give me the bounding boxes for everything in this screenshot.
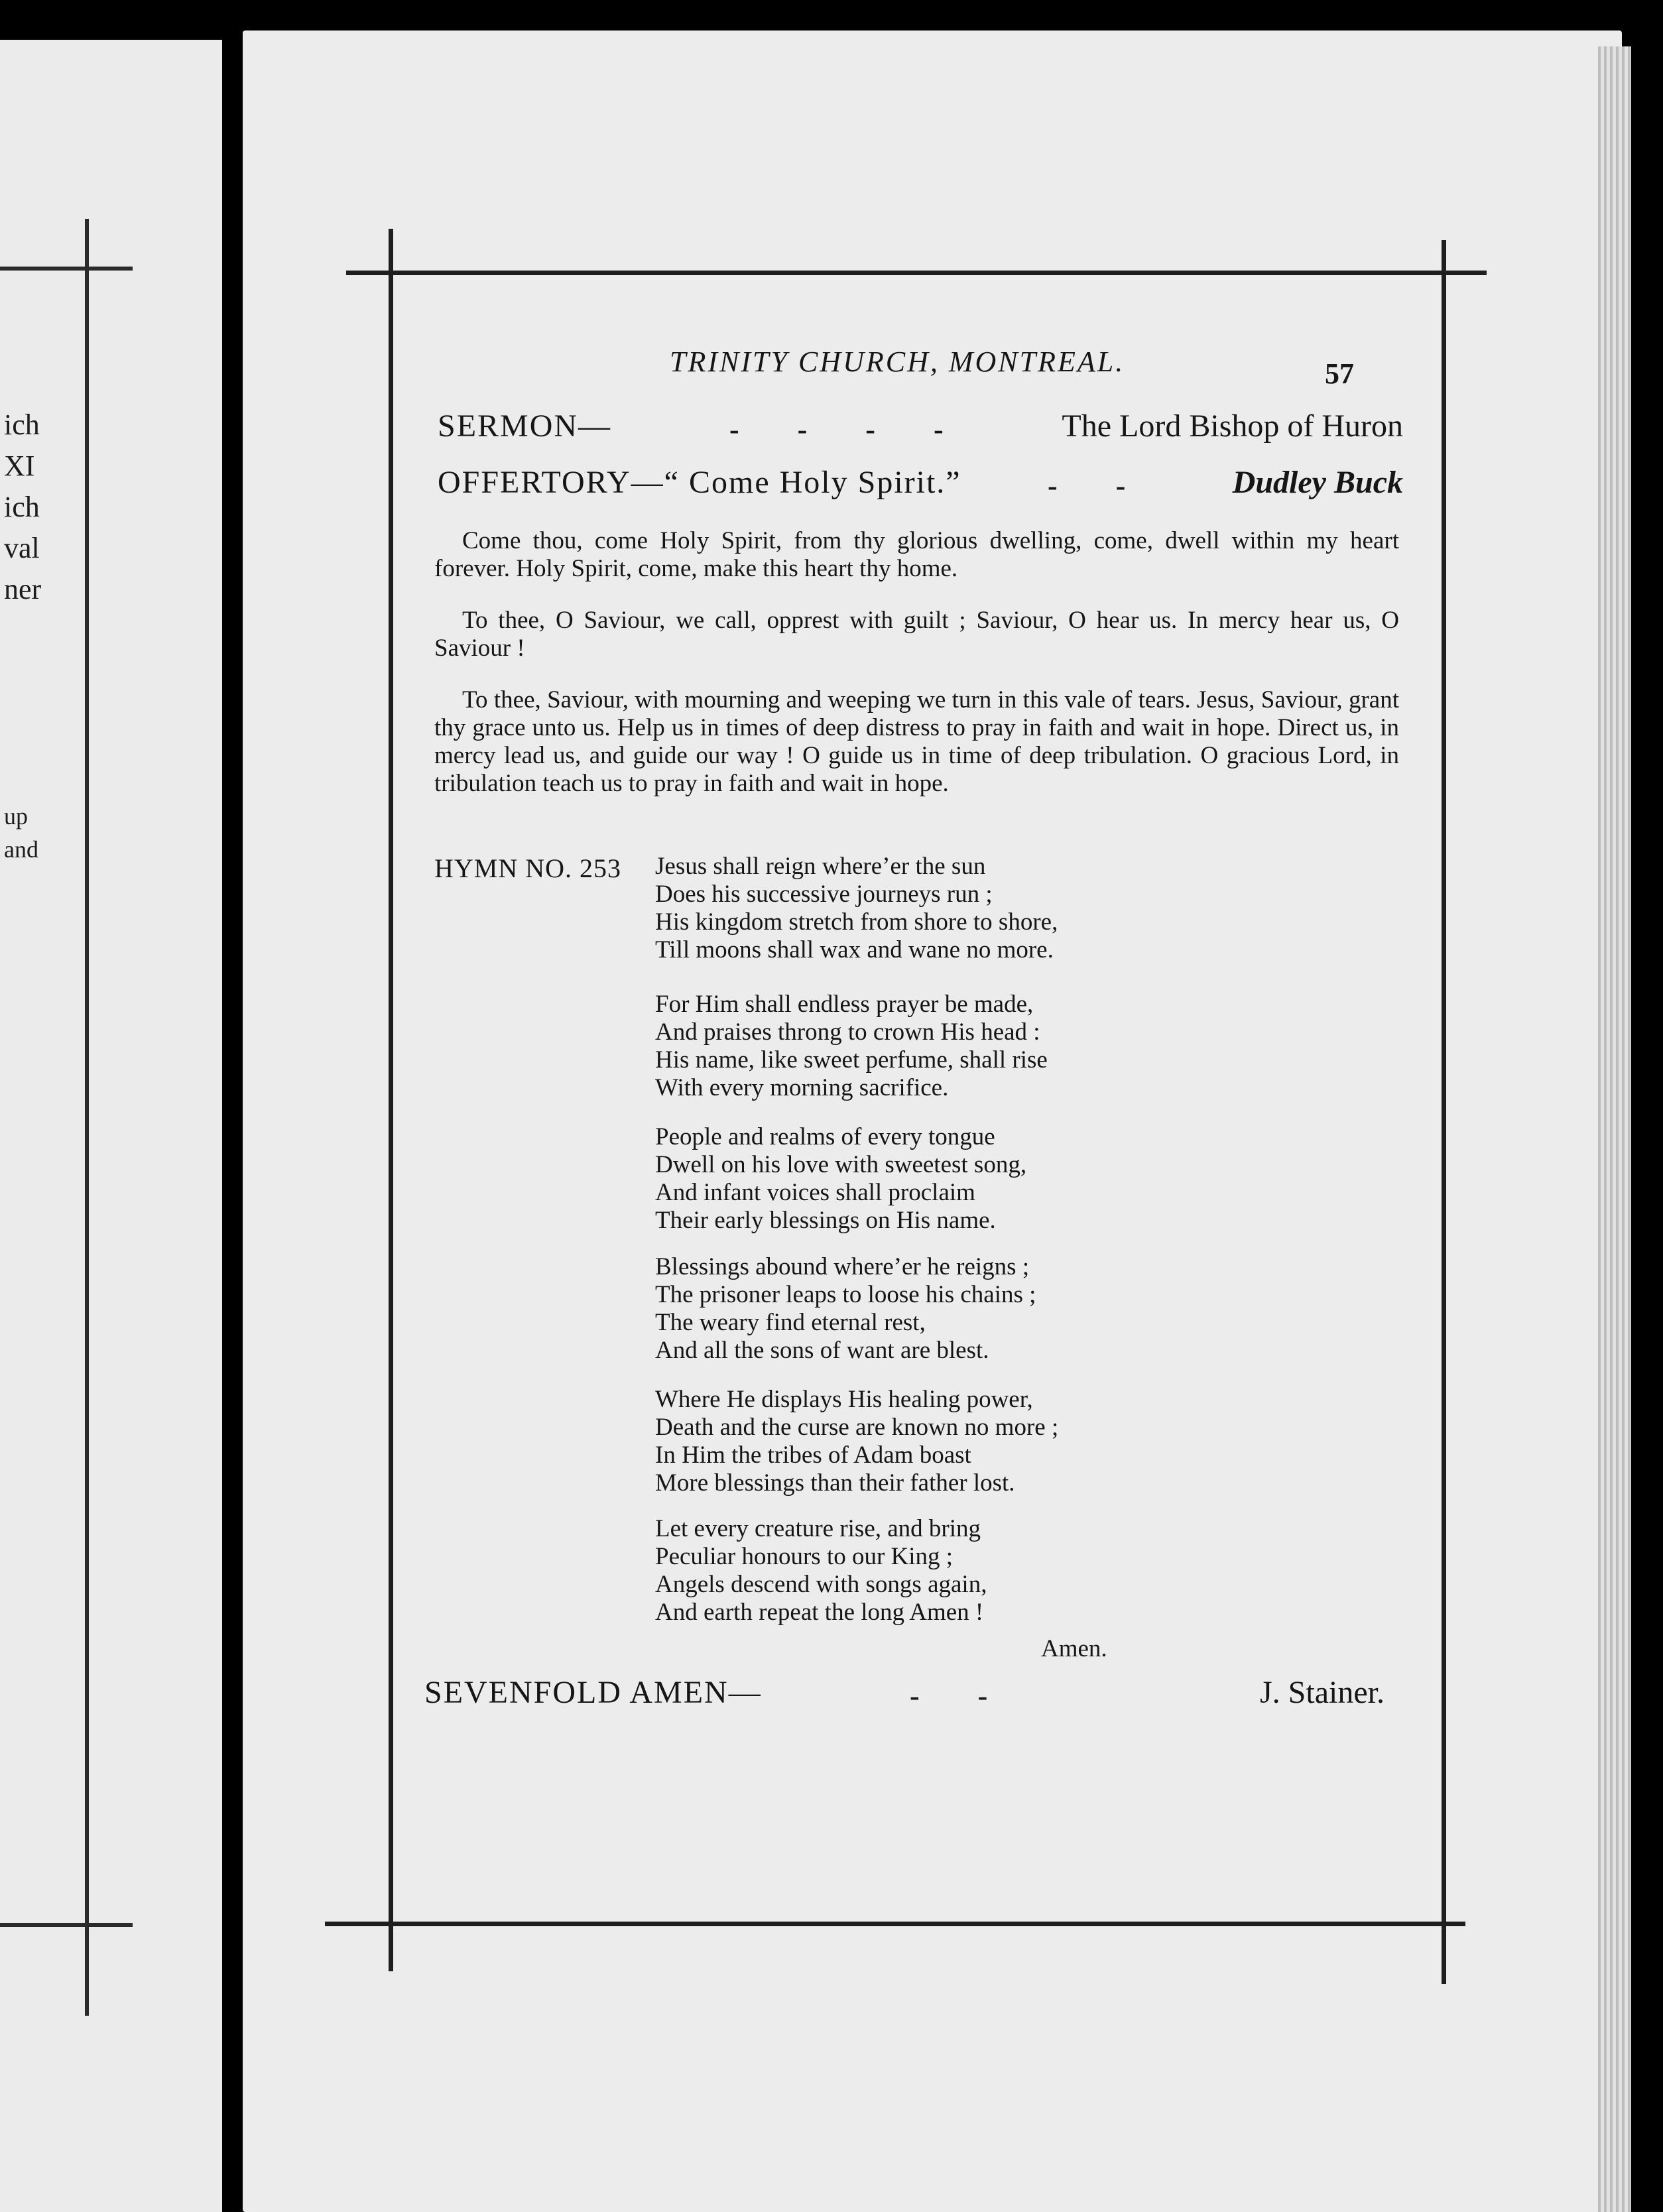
hymn-line: More blessings than their father lost. (655, 1469, 1015, 1497)
hymn-stanza (655, 1515, 987, 1627)
hymn-line: Death and the curse are known no more ; (655, 1414, 1059, 1441)
hymn-line: And earth repeat the long Amen ! (655, 1599, 984, 1626)
sermon-label: SERMON— (438, 408, 612, 444)
offertory-composer: Dudley Buck (1232, 465, 1403, 500)
hymn-line: Where He displays His healing power, (655, 1386, 1033, 1413)
facing-page-fragment: ich (4, 408, 40, 441)
hymn-line: Does his successive journeys run ; (655, 881, 993, 908)
facing-page-top-rule (0, 267, 133, 271)
hymn-stanza (655, 1253, 1036, 1365)
facing-page-vertical-rule (85, 219, 89, 2016)
hymn-line: In Him the tribes of Adam boast (655, 1442, 971, 1469)
hymn-line: Jesus shall reign where’er the sun (655, 853, 986, 880)
hymn-line: Till moons shall wax and wane no more. (655, 936, 1054, 963)
hymn-stanza (655, 991, 1048, 1102)
hymn-line: The weary find eternal rest, (655, 1309, 926, 1336)
hymn-label: HYMN NO. 253 (434, 853, 621, 883)
hymn-line: Let every creature rise, and bring (655, 1515, 981, 1542)
sermon-preacher: The Lord Bishop of Huron (1062, 408, 1403, 444)
hymn-line: And praises throng to crown His head : (655, 1018, 1040, 1046)
facing-page-fragment: up (4, 803, 28, 830)
facing-page-fragment: ner (4, 573, 42, 605)
facing-page (0, 40, 222, 2212)
running-head: TRINITY CHURCH, MONTREAL. (670, 345, 1125, 378)
hymn-line: Dwell on his love with sweetest song, (655, 1151, 1027, 1178)
hymn-line: And all the sons of want are blest. (655, 1337, 989, 1364)
offertory-text-paragraph: Come thou, come Holy Spirit, from thy glorious dwelling, come, dwell within my heart forever. Holy Spirit, come, make this heart thy home. (434, 527, 1399, 582)
hymn-line: For Him shall endless prayer be made, (655, 991, 1034, 1018)
hymn-stanza (655, 1386, 1058, 1497)
facing-page-fragment: and (4, 836, 38, 863)
hymn-line: And infant voices shall proclaim (655, 1179, 975, 1206)
hymn-amen: Amen. (1041, 1635, 1107, 1662)
hymn-line: People and realms of every tongue (655, 1123, 995, 1150)
sevenfold-amen-composer: J. Stainer. (1260, 1675, 1385, 1710)
frame-right-rule (1442, 240, 1446, 1984)
hymn-line: Angels descend with songs again, (655, 1571, 987, 1598)
page-stack-edge (1598, 46, 1631, 2212)
offertory-dashes: - - (1048, 469, 1126, 502)
offertory-text-paragraph: To thee, O Saviour, we call, opprest with guilt ; Saviour, O hear us. In mercy hear us, O Saviour ! (434, 607, 1399, 662)
hymn-stanza (655, 1123, 1026, 1235)
facing-page-fragment: val (4, 532, 40, 564)
offertory-label: OFFERTORY—“ Come Holy Spirit.” (438, 465, 961, 500)
frame-bottom-rule (325, 1922, 1465, 1926)
sevenfold-amen-label: SEVENFOLD AMEN— (424, 1675, 762, 1710)
frame-left-rule (389, 229, 393, 1971)
hymn-line: His kingdom stretch from shore to shore, (655, 908, 1058, 936)
facing-page-bottom-rule (0, 1923, 133, 1927)
page-number: 57 (1325, 357, 1354, 390)
facing-page-fragment: XI (4, 450, 35, 482)
hymn-line: The prisoner leaps to loose his chains ; (655, 1281, 1036, 1308)
hymn-line: Peculiar honours to our King ; (655, 1543, 954, 1570)
sermon-dashes: - - - - (729, 413, 944, 446)
offertory-text-paragraph: To thee, Saviour, with mourning and weeping we turn in this vale of tears. Jesus, Saviour, grant thy grace unto us. Help us in times of deep distress to pray in faith and wait in hope. Direct us, in mercy lead us, and guide our way ! O guide us in time of deep tribulation. O gracious Lord, in tribulation teach us to pray in faith and wait in hope. (434, 686, 1399, 797)
sevenfold-amen-dashes: - - (910, 1680, 988, 1712)
hymn-line: Blessings abound where’er he reigns ; (655, 1253, 1030, 1280)
frame-top-rule (346, 271, 1487, 275)
hymn-line: His name, like sweet perfume, shall rise (655, 1046, 1048, 1074)
facing-page-fragment: ich (4, 491, 40, 523)
hymn-stanza (655, 853, 1058, 964)
hymn-line: With every morning sacrifice. (655, 1074, 949, 1101)
hymn-line: Their early blessings on His name. (655, 1207, 996, 1234)
